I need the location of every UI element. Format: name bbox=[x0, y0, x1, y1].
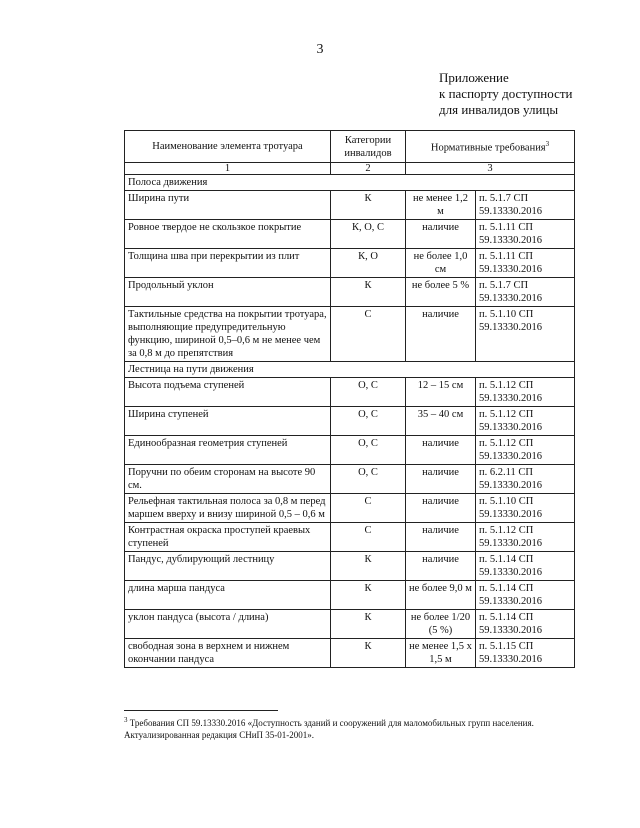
page-number: 3 bbox=[316, 42, 324, 57]
element-name-cell: Ширина пути bbox=[125, 191, 331, 220]
footnote-divider bbox=[124, 710, 278, 711]
element-name-cell: Толщина шва при перекрытии из плит bbox=[125, 249, 331, 278]
table-row bbox=[125, 378, 575, 407]
norm-reference-cell: п. 5.1.12 СП 59.13330.2016 bbox=[476, 436, 575, 465]
header-category: Категории инвалидов bbox=[331, 131, 406, 163]
column-number-row bbox=[125, 163, 575, 175]
footnote bbox=[124, 714, 586, 741]
element-name-cell: Продольный уклон bbox=[125, 278, 331, 307]
table-row bbox=[125, 465, 575, 494]
element-name-cell: уклон пандуса (высота / длина) bbox=[125, 610, 331, 639]
norm-reference-cell: п. 5.1.14 СП 59.13330.2016 bbox=[476, 581, 575, 610]
section-row bbox=[125, 362, 575, 378]
requirement-value-cell: не более 1,0 см bbox=[406, 249, 476, 278]
element-name-cell: свободная зона в верхнем и нижнем окончании пандуса bbox=[125, 639, 331, 668]
requirement-value-cell: наличие bbox=[406, 523, 476, 552]
table-row bbox=[125, 220, 575, 249]
requirement-value-cell: наличие bbox=[406, 220, 476, 249]
requirement-value-cell: наличие bbox=[406, 494, 476, 523]
element-name-cell: Пандус, дублирующий лестницу bbox=[125, 552, 331, 581]
requirement-value-cell: не более 1/20 (5 %) bbox=[406, 610, 476, 639]
table-header-row bbox=[125, 131, 575, 163]
category-cell: К bbox=[331, 552, 406, 581]
table-row bbox=[125, 552, 575, 581]
column-number-1: 1 bbox=[125, 163, 331, 175]
norm-reference-cell: п. 5.1.10 СП 59.13330.2016 bbox=[476, 494, 575, 523]
requirement-value-cell: не менее 1,5 х 1,5 м bbox=[406, 639, 476, 668]
element-name-cell: Поручни по обеим сторонам на высоте 90 см. bbox=[125, 465, 331, 494]
table-body bbox=[125, 175, 575, 668]
table-row bbox=[125, 436, 575, 465]
element-name-cell: длина марша пандуса bbox=[125, 581, 331, 610]
category-cell: К bbox=[331, 610, 406, 639]
norm-reference-cell: п. 5.1.12 СП 59.13330.2016 bbox=[476, 407, 575, 436]
norm-reference-cell: п. 5.1.12 СП 59.13330.2016 bbox=[476, 523, 575, 552]
element-name-cell: Тактильные средства на покрытии тротуара, выполняющие предупредительную функцию, шириной 0,5–0,6 м не менее чем за 0,8 м до препятствия bbox=[125, 307, 331, 362]
table-row bbox=[125, 407, 575, 436]
element-name-cell: Единообразная геометрия ступеней bbox=[125, 436, 331, 465]
requirement-value-cell: наличие bbox=[406, 307, 476, 362]
appendix-line-2: к паспорту доступности bbox=[439, 86, 573, 101]
requirement-value-cell: наличие bbox=[406, 436, 476, 465]
table-row bbox=[125, 610, 575, 639]
norm-reference-cell: п. 5.1.7 СП 59.13330.2016 bbox=[476, 278, 575, 307]
footnote-number: 3 bbox=[124, 716, 128, 724]
requirement-value-cell: не менее 1,2 м bbox=[406, 191, 476, 220]
requirement-value-cell: не более 9,0 м bbox=[406, 581, 476, 610]
table-row bbox=[125, 639, 575, 668]
header-requirements-label: Нормативные требования bbox=[430, 142, 546, 154]
column-number-3: 3 bbox=[406, 163, 575, 175]
table-row bbox=[125, 191, 575, 220]
category-cell: К, О, С bbox=[331, 220, 406, 249]
footnote-mark: 3 bbox=[545, 140, 550, 149]
category-cell: О, С bbox=[331, 378, 406, 407]
norm-reference-cell: п. 5.1.12 СП 59.13330.2016 bbox=[476, 378, 575, 407]
appendix-line-3: для инвалидов улицы bbox=[439, 102, 559, 117]
norm-reference-cell: п. 5.1.15 СП 59.13330.2016 bbox=[476, 639, 575, 668]
requirement-value-cell: не более 5 % bbox=[406, 278, 476, 307]
norm-reference-cell: п. 6.2.11 СП 59.13330.2016 bbox=[476, 465, 575, 494]
element-name-cell: Ширина ступеней bbox=[125, 407, 331, 436]
column-number-2: 2 bbox=[331, 163, 406, 175]
element-name-cell: Рельефная тактильная полоса за 0,8 м перед маршем вверху и внизу шириной 0,5 – 0,6 м bbox=[125, 494, 331, 523]
element-name-cell: Ровное твердое не скользкое покрытие bbox=[125, 220, 331, 249]
category-cell: О, С bbox=[331, 436, 406, 465]
accessibility-requirements-table bbox=[124, 130, 575, 668]
header-requirements bbox=[406, 131, 575, 163]
appendix-line-1: Приложение bbox=[439, 70, 509, 85]
table-row bbox=[125, 307, 575, 362]
table-row bbox=[125, 523, 575, 552]
category-cell: О, С bbox=[331, 407, 406, 436]
footnote-text: Требования СП 59.13330.2016 «Доступность зданий и сооружений для маломобильных групп населения. Актуализированная редакция СНиП 35-01-2001». bbox=[124, 718, 534, 740]
category-cell: С bbox=[331, 307, 406, 362]
norm-reference-cell: п. 5.1.7 СП 59.13330.2016 bbox=[476, 191, 575, 220]
norm-reference-cell: п. 5.1.11 СП 59.13330.2016 bbox=[476, 220, 575, 249]
category-cell: К bbox=[331, 639, 406, 668]
table-row bbox=[125, 249, 575, 278]
category-cell: К, О bbox=[331, 249, 406, 278]
element-name-cell: Контрастная окраска проступей краевых ступеней bbox=[125, 523, 331, 552]
category-cell: К bbox=[331, 581, 406, 610]
requirement-value-cell: наличие bbox=[406, 552, 476, 581]
norm-reference-cell: п. 5.1.14 СП 59.13330.2016 bbox=[476, 552, 575, 581]
category-cell: С bbox=[331, 523, 406, 552]
table-row bbox=[125, 581, 575, 610]
norm-reference-cell: п. 5.1.14 СП 59.13330.2016 bbox=[476, 610, 575, 639]
requirement-value-cell: 35 – 40 см bbox=[406, 407, 476, 436]
requirement-value-cell: наличие bbox=[406, 465, 476, 494]
category-cell: О, С bbox=[331, 465, 406, 494]
section-title: Полоса движения bbox=[125, 175, 575, 191]
category-cell: С bbox=[331, 494, 406, 523]
element-name-cell: Высота подъема ступеней bbox=[125, 378, 331, 407]
appendix-heading bbox=[439, 70, 572, 118]
norm-reference-cell: п. 5.1.10 СП 59.13330.2016 bbox=[476, 307, 575, 362]
norm-reference-cell: п. 5.1.11 СП 59.13330.2016 bbox=[476, 249, 575, 278]
section-row bbox=[125, 175, 575, 191]
category-cell: К bbox=[331, 278, 406, 307]
category-cell: К bbox=[331, 191, 406, 220]
requirement-value-cell: 12 – 15 см bbox=[406, 378, 476, 407]
table-row bbox=[125, 494, 575, 523]
section-title: Лестница на пути движения bbox=[125, 362, 575, 378]
header-element: Наименование элемента тротуара bbox=[125, 131, 331, 163]
table-row bbox=[125, 278, 575, 307]
